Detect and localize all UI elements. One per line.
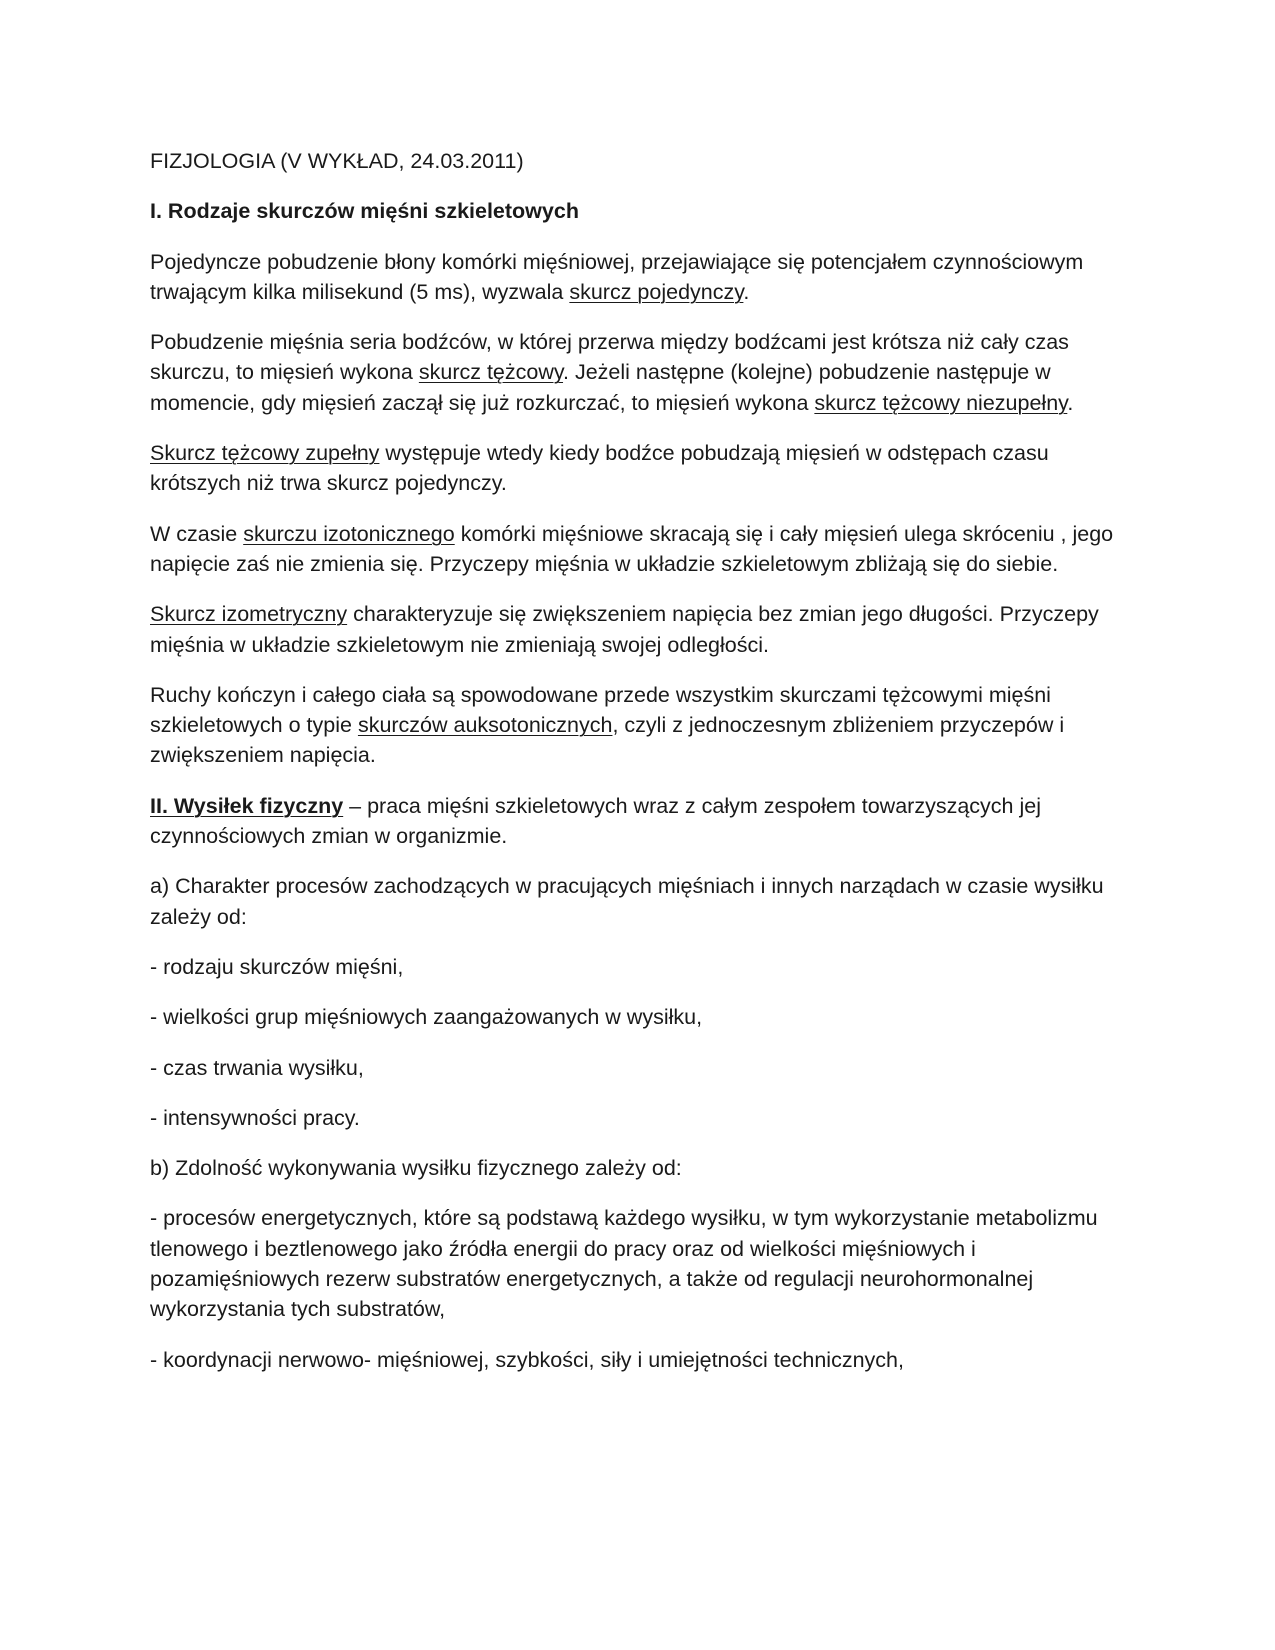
text-run: charakteryzuje się zwiększeniem napięcia bez zmian jego długości. Przyczepy mięśnia w układzie szkieletowym nie zmieniają swojej odległości. — [150, 602, 1099, 657]
text-run: W czasie — [150, 521, 244, 546]
text-run: . Jeżeli następne (kolejne) pobudzenie następuje w momencie, gdy mięsień zaczął się już rozkurczać, to mięsień wykona — [150, 360, 1051, 415]
list-a-item: - wielkości grup mięśniowych zaangażowanych w wysiłku, — [150, 1005, 703, 1030]
paragraph-auxotonic — [150, 680, 1135, 771]
text-run: , czyli z jednoczesnym zbliżeniem przyczepów i zwiększeniem napięcia. — [150, 713, 1065, 768]
paragraph-isotonic — [150, 519, 1135, 580]
term-incomplete-tetanus: skurcz tężcowy niezupełny — [814, 390, 1068, 415]
text-run: . — [743, 279, 750, 304]
document-page — [150, 146, 1135, 1395]
list-b-item: - koordynacji nerwowo- mięśniowej, szybkości, siły i umiejętności technicznych, — [150, 1347, 904, 1372]
section-1-heading: I. Rodzaje skurczów mięśni szkieletowych — [150, 199, 579, 224]
list-b-item: - procesów energetycznych, które są podstawą każdego wysiłku, w tym wykorzystanie metabolizmu tlenowego i beztlenowego jako źródła energii do pracy oraz od wielkości mięśniowych i pozamięśniowych rezerw substratów energetycznych, a także od regulacji neurohormonalnej wykorzystania tych substratów, — [150, 1206, 1098, 1322]
document-title: FIZJOLOGIA (V WYKŁAD, 24.03.2011) — [150, 149, 524, 173]
list-a-item: - rodzaju skurczów mięśni, — [150, 954, 404, 979]
section-2-intro — [150, 791, 1135, 852]
section-2-heading: II. Wysiłek fizyczny — [150, 793, 344, 818]
text-run: występuje wtedy kiedy bodźce pobudzają mięsień w odstępach czasu krótszych niż trwa skurcz pojedynczy. — [150, 441, 1049, 496]
paragraph-tetanic — [150, 327, 1135, 418]
paragraph-single-twitch — [150, 247, 1135, 308]
list-a-item: - czas trwania wysiłku, — [150, 1055, 364, 1080]
term-tetanic: skurcz tężcowy — [418, 360, 564, 385]
text-run: Ruchy kończyn i całego ciała są spowodowane przede wszystkim skurczami tężcowymi mięśni szkieletowych o typie — [150, 682, 1051, 738]
list-b-intro: b) Zdolność wykonywania wysiłku fizycznego zależy od: — [150, 1156, 682, 1181]
paragraph-isometric — [150, 599, 1135, 660]
list-a-intro: a) Charakter procesów zachodzących w pracujących mięśniach i innych narządach w czasie wysiłku zależy od: — [150, 874, 1104, 929]
paragraph-complete-tetanus — [150, 438, 1135, 499]
text-run: . — [1067, 390, 1074, 415]
text-run: Pojedyncze pobudzenie błony komórki mięśniowej, przejawiające się potencjałem czynnościowym trwającym kilka milisekund (5 ms), wyzwala — [150, 249, 1084, 304]
text-run: Pobudzenie mięśnia seria bodźców, w której przerwa między bodźcami jest krótsza niż cały czas skurczu, to mięsień wykona — [150, 330, 1069, 385]
text-run: – praca mięśni szkieletowych wraz z całym zespołem towarzyszących jej czynnościowych zmian w organizmie. — [150, 793, 1041, 849]
term-auxotonic: skurczów auksotonicznych — [357, 713, 613, 738]
term-single-twitch: skurcz pojedynczy — [569, 279, 744, 304]
list-a-item: - intensywności pracy. — [150, 1105, 360, 1130]
term-isometric: Skurcz izometryczny — [150, 602, 348, 627]
term-complete-tetanus: Skurcz tężcowy zupełny — [150, 441, 380, 466]
term-isotonic: skurczu izotonicznego — [243, 521, 455, 546]
text-run: komórki mięśniowe skracają się i cały mięsień ulega skróceniu , jego napięcie zaś nie zmienia się. Przyczepy mięśnia w układzie szkieletowym zbliżają się do siebie. — [150, 521, 1114, 576]
